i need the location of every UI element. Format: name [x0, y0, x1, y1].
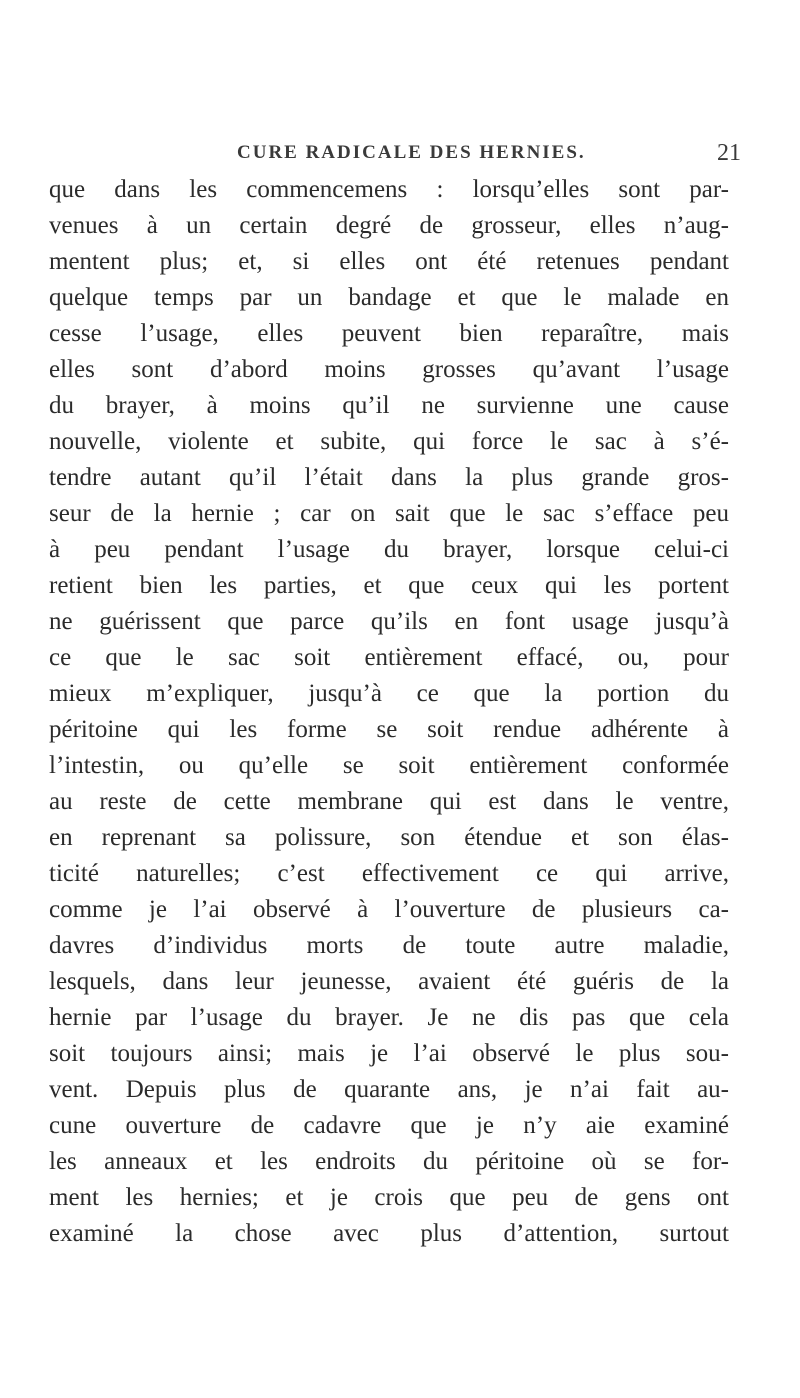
- body-text: [49, 172, 729, 1252]
- text-line: vent. Depuis plus de quarante ans, je n’ai fait au-: [49, 1076, 729, 1103]
- text-line: du brayer, à moins qu’il ne survienne une cause: [49, 392, 729, 419]
- text-line: lesquels, dans leur jeunesse, avaient été guéris de la: [49, 968, 729, 995]
- text-line: nouvelle, violente et subite, qui force le sac à s’é-: [49, 428, 729, 455]
- text-line: l’intestin, ou qu’elle se soit entièrement conformée: [49, 752, 729, 779]
- text-line: seur de la hernie ; car on sait que le sac s’efface peu: [49, 500, 729, 527]
- text-line: tendre autant qu’il l’était dans la plus grande gros-: [49, 464, 729, 491]
- text-line: au reste de cette membrane qui est dans le ventre,: [49, 788, 729, 815]
- text-line: davres d’individus morts de toute autre maladie,: [49, 932, 729, 959]
- text-line: comme je l’ai observé à l’ouverture de plusieurs ca-: [49, 896, 729, 923]
- text-line: mentent plus; et, si elles ont été retenues pendant: [49, 248, 729, 275]
- text-line: quelque temps par un bandage et que le malade en: [49, 284, 729, 311]
- text-line: les anneaux et les endroits du péritoine où se for-: [49, 1148, 729, 1175]
- text-line: péritoine qui les forme se soit rendue adhérente à: [49, 716, 729, 743]
- page-number: 21: [717, 140, 741, 166]
- text-line: mieux m’expliquer, jusqu’à ce que la portion du: [49, 680, 729, 707]
- text-line: elles sont d’abord moins grosses qu’avant l’usage: [49, 356, 729, 383]
- text-line: à peu pendant l’usage du brayer, lorsque celui-ci: [49, 536, 729, 563]
- text-line: hernie par l’usage du brayer. Je ne dis pas que cela: [49, 1004, 729, 1031]
- text-line: venues à un certain degré de grosseur, elles n’aug-: [49, 212, 729, 239]
- text-line: retient bien les parties, et que ceux qui les portent: [49, 572, 729, 599]
- text-line: ment les hernies; et je crois que peu de gens ont: [49, 1184, 729, 1211]
- text-line: que dans les commencemens : lorsqu’elles sont par-: [49, 176, 729, 203]
- text-line: ne guérissent que parce qu’ils en font usage jusqu’à: [49, 608, 729, 635]
- text-line: cune ouverture de cadavre que je n’y aie examiné: [49, 1112, 729, 1139]
- text-line: cesse l’usage, elles peuvent bien reparaître, mais: [49, 320, 729, 347]
- text-line: soit toujours ainsi; mais je l’ai observé le plus sou-: [49, 1040, 729, 1067]
- text-line: examiné la chose avec plus d’attention, surtout: [49, 1220, 729, 1247]
- running-title: CURE RADICALE DES HERNIES.: [237, 142, 586, 163]
- text-line: en reprenant sa polissure, son étendue et son élas-: [49, 824, 729, 851]
- text-line: ticité naturelles; c’est effectivement ce qui arrive,: [49, 860, 729, 887]
- text-line: ce que le sac soit entièrement effacé, ou, pour: [49, 644, 729, 671]
- running-head: [0, 138, 800, 168]
